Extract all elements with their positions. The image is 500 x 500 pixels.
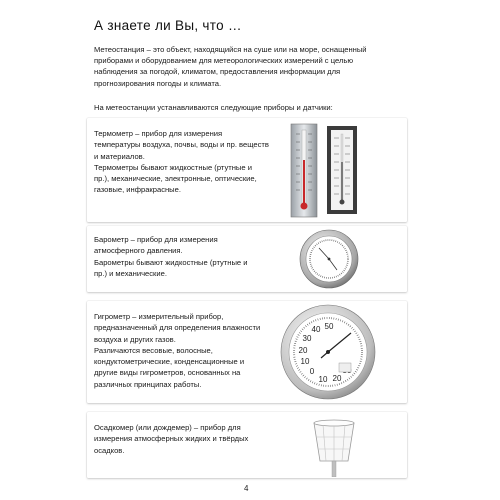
card-line: осадков. xyxy=(94,445,125,455)
card-barometer xyxy=(87,226,407,292)
rain-gauge-image xyxy=(309,415,359,477)
intro-line: прогнозирования погоды и климата. xyxy=(94,78,222,88)
thermometer-image xyxy=(285,122,365,220)
card-line: газовые, инфракрасные. xyxy=(94,185,181,195)
card-line: атмосферного давления. xyxy=(94,246,183,256)
card-line: температуры воздуха, почвы, воды и пр. веществ xyxy=(94,140,269,150)
card-thermometer xyxy=(87,118,407,222)
card-line: Осадкомер (или дождемер) – прибор для xyxy=(94,423,241,432)
card-hygrometer xyxy=(87,301,407,403)
card-line: Барометры бывают жидкостные (ртутные и xyxy=(94,257,248,267)
intro-line: наблюдения за погодой, климатом, предоставления информации для xyxy=(94,67,341,77)
intro-line: Метеостанция – это объект, находящийся на суше или на море, оснащенный xyxy=(94,45,367,54)
card-barometer-text xyxy=(94,234,248,279)
card-thermometer-text xyxy=(94,128,269,196)
card-line: различных принципах работы. xyxy=(94,379,202,389)
dial-label: 10 xyxy=(318,375,328,384)
card-rain-gauge-text xyxy=(94,422,248,456)
dial-label: 20 xyxy=(332,374,342,383)
lead-sentence: На метеостанции устанавливаются следующие приборы и датчики: xyxy=(94,103,333,112)
card-line: предназначенный для определения влажности xyxy=(94,323,261,333)
card-line: Термометры бывают жидкостные (ртутные и xyxy=(94,162,252,172)
dial-label: 20 xyxy=(298,346,308,355)
page-number: 4 xyxy=(244,484,249,493)
card-line: кондуктометрические, конденсационные и xyxy=(94,357,245,367)
dial-label: 10 xyxy=(300,357,310,366)
card-rain-gauge xyxy=(87,412,407,478)
dial-label: 40 xyxy=(311,325,321,334)
dial-label: 30 xyxy=(302,334,312,343)
intro-line: приборами и оборудованием для метеорологических измерений с целью xyxy=(94,56,354,66)
page-title: А знаете ли Вы, что … xyxy=(94,18,242,33)
card-line: воздуха и других газов. xyxy=(94,334,176,344)
card-line: Различаются весовые, волосные, xyxy=(94,345,213,355)
dial-label: 50 xyxy=(324,322,334,331)
card-line: и материалов. xyxy=(94,151,145,161)
barometer-image xyxy=(297,228,361,290)
card-line: пр.) и механические. xyxy=(94,268,167,278)
card-line: Термометр – прибор для измерения xyxy=(94,129,223,138)
card-line: другие виды гигрометров, основанных на xyxy=(94,368,241,378)
card-line: пр.), механические, электронные, оптические, xyxy=(94,174,257,184)
card-line: измерения атмосферных жидких и твёрдых xyxy=(94,434,249,444)
dial-label: 0 xyxy=(309,367,315,376)
intro-paragraph xyxy=(94,44,406,89)
card-hygrometer-text xyxy=(94,311,260,390)
card-line: Гигрометр – измерительный прибор, xyxy=(94,312,224,321)
card-line: Барометр – прибор для измерения xyxy=(94,235,218,244)
hygrometer-image xyxy=(279,303,377,401)
